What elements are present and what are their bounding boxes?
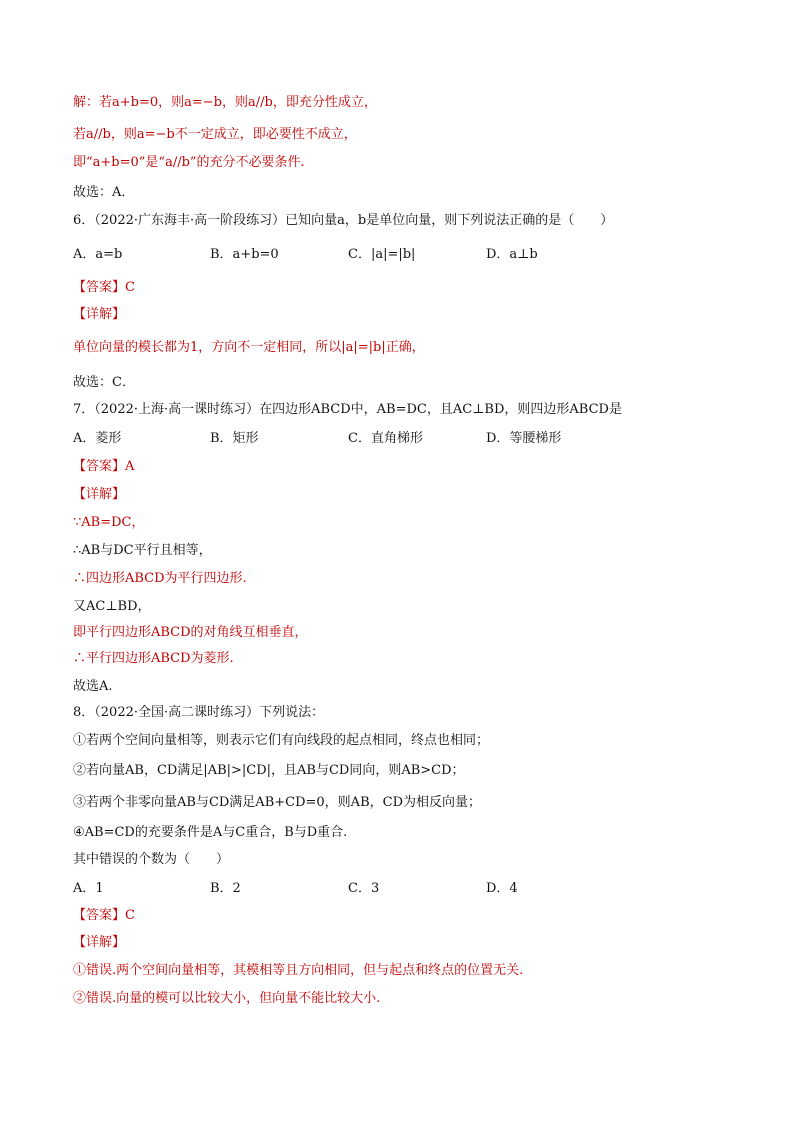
- q8-stem: 8．（2022·全国·高二课时练习）下列说法：: [73, 705, 325, 720]
- q7-detail-line-3: ∴四边形ABCD为平行四边形.: [73, 571, 247, 586]
- q8-item-3: ③若两个非零向量AB与CD满足AB+CD=0，则AB，CD为相反向量；: [73, 795, 481, 810]
- q8-detail-label: 【详解】: [73, 935, 126, 950]
- q6-detail: 单位向量的模长都为1，方向不一定相同，所以|a|=|b|正确，: [73, 340, 425, 355]
- q8-item-1: ①若两个空间向量相等，则表示它们有向线段的起点相同，终点也相同；: [73, 733, 490, 748]
- q6-choose: 故选：C．: [73, 375, 135, 390]
- q8-answer: 【答案】C: [73, 908, 135, 923]
- q8-detail-2: ②错误.向量的模可以比较大小，但向量不能比较大小.: [73, 991, 381, 1006]
- q6-option-b: B．a+b=0: [210, 247, 279, 262]
- q7-answer: 【答案】A: [73, 459, 135, 474]
- solution-line-1: 解：若a+b=0，则a=−b，则a//b，即充分性成立，: [73, 95, 377, 110]
- q7-detail-line-1: ∵AB=DC，: [73, 515, 145, 530]
- q6-option-c: C．|a|=|b|: [348, 247, 416, 262]
- q6-answer: 【答案】C: [73, 280, 135, 295]
- q7-detail-line-4: 又AC⊥BD，: [73, 599, 151, 614]
- solution-line-2: 若a//b，则a=−b不一定成立，即必要性不成立，: [73, 127, 357, 142]
- q7-stem: 7．（2022·上海·高一课时练习）在四边形ABCD中，AB=DC，且AC⊥BD，则四边形ABCD是: [73, 402, 622, 417]
- solution-choose: 故选：A．: [73, 185, 135, 200]
- q6-option-a: A．a=b: [73, 247, 123, 262]
- q6-option-d: D．a⊥b: [486, 247, 538, 262]
- q7-option-d: D．等腰梯形: [486, 431, 562, 446]
- q7-detail-line-6: ∴平行四边形ABCD为菱形.: [73, 651, 234, 666]
- q7-detail-line-7: 故选A.: [73, 679, 113, 694]
- q8-detail-1: ①错误.两个空间向量相等，其模相等且方向相同，但与起点和终点的位置无关.: [73, 963, 524, 978]
- q7-detail-label: 【详解】: [73, 487, 126, 502]
- q8-option-b: B．2: [210, 881, 241, 896]
- q7-detail-line-2: ∴AB与DC平行且相等，: [73, 543, 212, 558]
- q7-detail-line-5: 即平行四边形ABCD的对角线互相垂直，: [73, 625, 308, 640]
- q8-question: 其中错误的个数为（ ）: [73, 852, 230, 867]
- q8-item-2: ②若向量AB，CD满足|AB|>|CD|，且AB与CD同向，则AB>CD；: [73, 763, 465, 778]
- q7-option-a: A．菱形: [73, 431, 122, 446]
- q6-stem: 6．（2022·广东海丰·高一阶段练习）已知向量a，b是单位向量，则下列说法正确的是（ ）: [73, 213, 614, 228]
- q7-option-c: C．直角梯形: [348, 431, 423, 446]
- q8-option-d: D．4: [486, 881, 518, 896]
- q8-option-a: A．1: [73, 881, 104, 896]
- q8-item-4: ④AB=CD的充要条件是A与C重合，B与D重合.: [73, 825, 348, 840]
- q7-option-b: B．矩形: [210, 431, 259, 446]
- q8-option-c: C．3: [348, 881, 380, 896]
- solution-line-3: 即“a+b=0”是“a//b”的充分不必要条件.: [73, 155, 305, 170]
- q6-detail-label: 【详解】: [73, 307, 126, 322]
